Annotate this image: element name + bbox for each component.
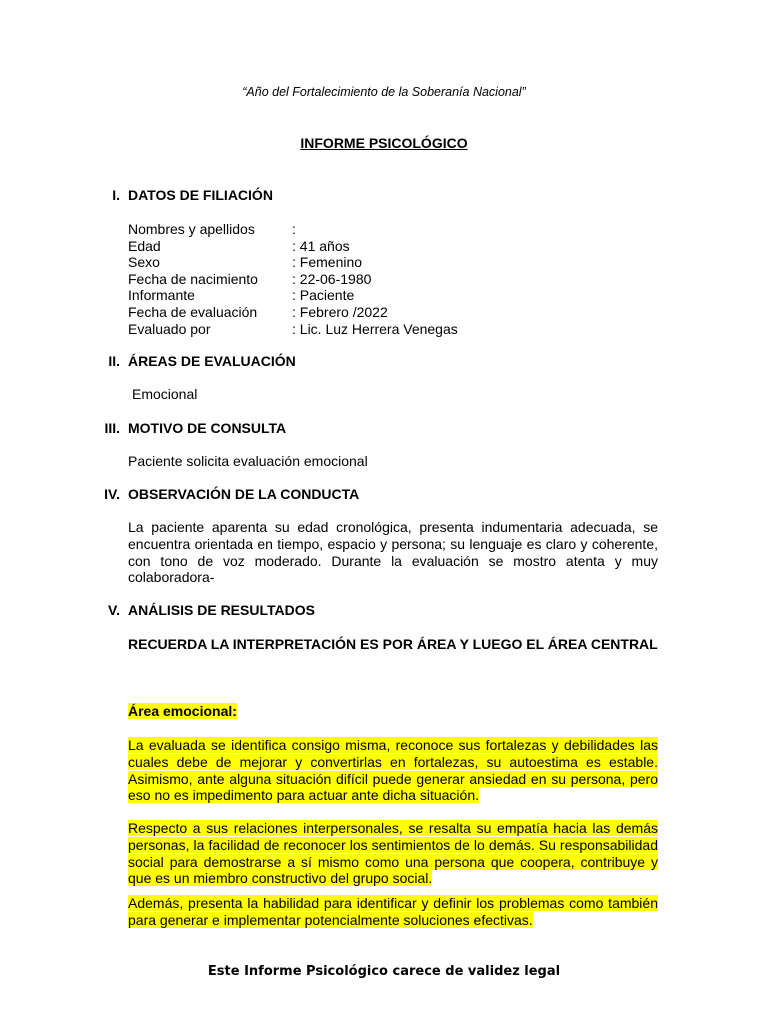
- field-label: Edad: [128, 237, 161, 254]
- analysis-paragraph-1-text: La evaluada se identifica consigo misma, reconoce sus fortalezas y debilidades las cuales debe de mejorar y convertirlas en fortalezas, su autoestima es estable. Asimismo, ante alguna situación difícil puede generar ansiedad en su persona, pero eso no es impedimento para actuar ante dicha situación.: [128, 737, 658, 804]
- analysis-paragraph-2: [128, 820, 658, 887]
- field-row: [128, 238, 458, 255]
- field-row: [128, 287, 458, 304]
- section-title: MOTIVO DE CONSULTA: [128, 420, 287, 436]
- field-row: [128, 254, 458, 271]
- analysis-paragraph-3: [128, 895, 658, 929]
- field-label: Evaluado por: [128, 320, 211, 337]
- field-value: : 41 años: [292, 237, 350, 254]
- field-value: : Paciente: [292, 287, 355, 304]
- analysis-paragraph-2-text: Respecto a sus relaciones interpersonales, se resalta su empatía hacia las demás personas, la facilidad de reconocer los sentimientos de lo demás. Su responsabilidad social para demostrarse a sí mismo como una persona que coopera, contribuye y que es un miembro constructivo del grupo social.: [128, 820, 658, 887]
- field-row: [128, 304, 458, 321]
- field-row: [128, 221, 458, 238]
- area-emocional-title: [128, 703, 237, 719]
- section-number: III.: [104, 420, 120, 436]
- field-label: Fecha de evaluación: [128, 303, 258, 320]
- section-title: DATOS DE FILIACIÓN: [128, 187, 273, 203]
- section-title: OBSERVACIÓN DE LA CONDUCTA: [128, 486, 360, 502]
- section-title: ÁREAS DE EVALUACIÓN: [128, 353, 296, 369]
- area-emocional-title-text: Área emocional:: [128, 703, 237, 719]
- field-value: :: [292, 221, 296, 237]
- field-value: : Lic. Luz Herrera Venegas: [292, 320, 458, 337]
- field-row: [128, 321, 458, 338]
- motto: “Año del Fortalecimiento de la Soberanía Nacional”: [242, 85, 526, 99]
- field-label: Informante: [128, 287, 195, 304]
- field-value: : Femenino: [292, 254, 363, 271]
- areas-text: Emocional: [132, 386, 198, 402]
- section-number: IV.: [104, 486, 120, 502]
- section-number: II.: [108, 353, 120, 369]
- section-number: I.: [112, 187, 120, 203]
- field-label: Fecha de nacimiento: [128, 270, 258, 287]
- footer-disclaimer: Este Informe Psicológico carece de validez legal: [207, 964, 561, 979]
- analysis-paragraph-3-text: Además, presenta la habilidad para identificar y definir los problemas como también para generar e implementar potencialmente soluciones efectivas.: [128, 895, 658, 928]
- field-label: Sexo: [128, 254, 160, 271]
- field-value: : 22-06-1980: [292, 270, 372, 287]
- field-value: : Febrero /2022: [292, 303, 388, 320]
- field-row: [128, 271, 458, 288]
- section-title: ANÁLISIS DE RESULTADOS: [128, 602, 315, 618]
- document-title: INFORME PSICOLÓGICO: [300, 135, 468, 151]
- section-number: V.: [108, 602, 120, 618]
- observacion-paragraph: La paciente aparenta su edad cronológica, presenta indumentaria adecuada, se encuentra orientada en tiempo, espacio y persona; su lenguaje es claro y coherente, con tono de voz moderado. Durante la evaluación se mostro atenta y muy colaboradora-: [128, 519, 658, 586]
- field-label: Nombres y apellidos: [128, 221, 255, 237]
- motivo-text: Paciente solicita evaluación emocional: [128, 453, 368, 469]
- filiacion-fields: [128, 221, 458, 337]
- analysis-paragraph-1: [128, 737, 658, 804]
- interpretation-reminder: RECUERDA LA INTERPRETACIÓN ES POR ÁREA Y LUEGO EL ÁREA CENTRAL: [128, 636, 658, 652]
